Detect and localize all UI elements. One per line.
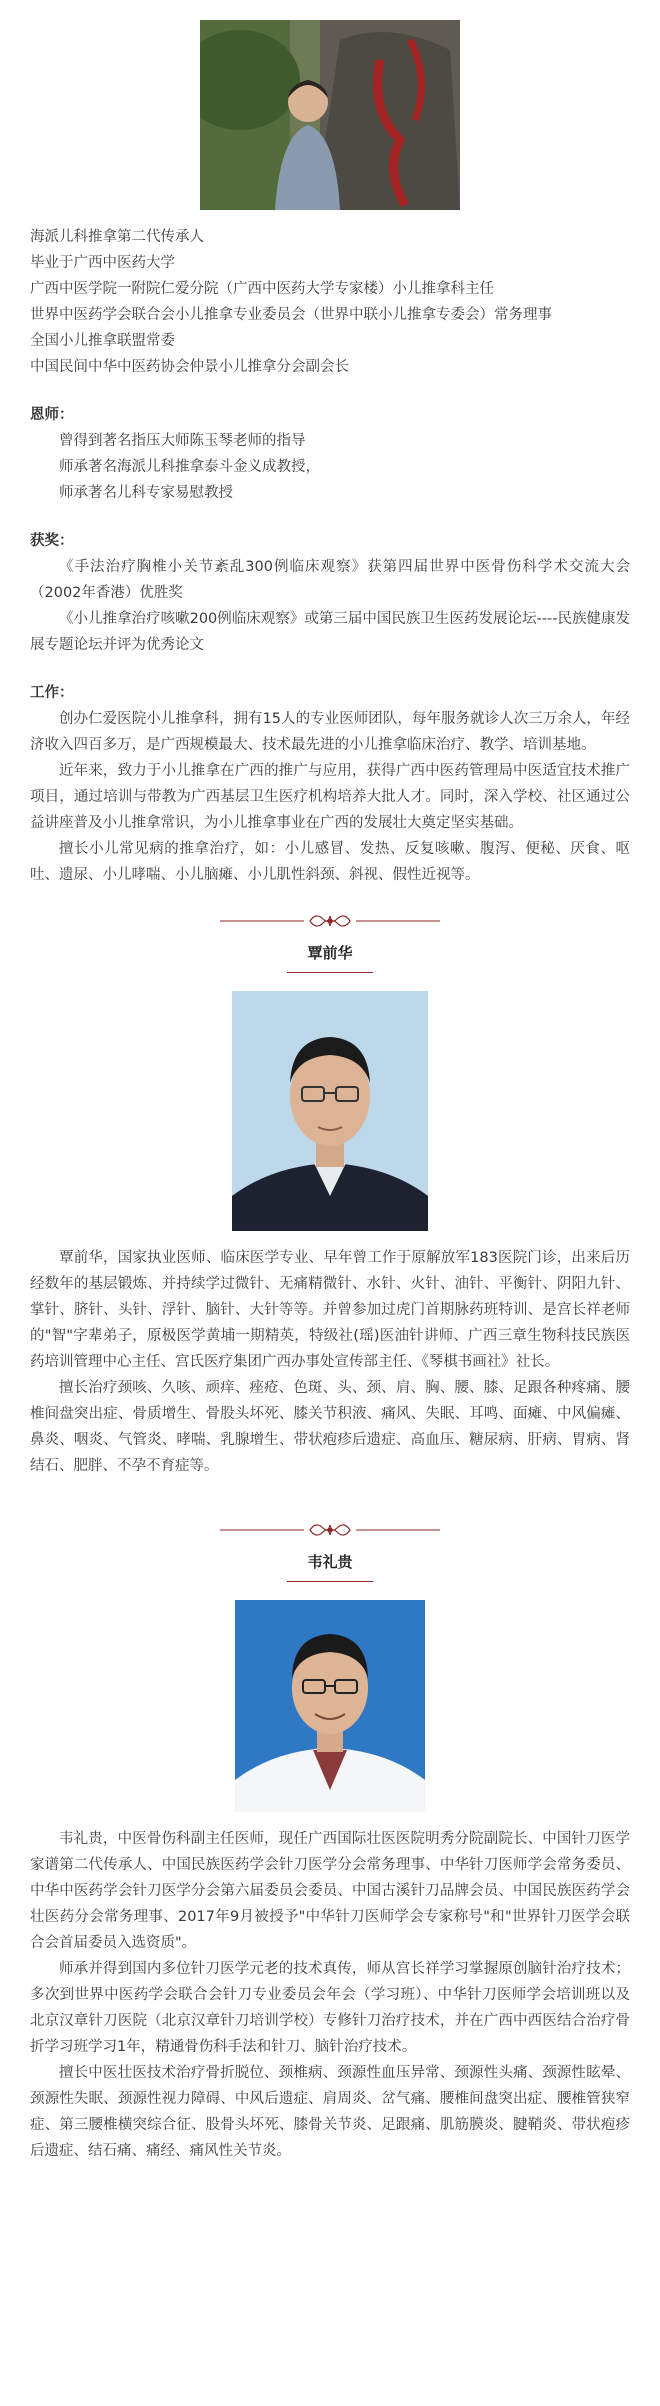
awards-section-title: 获奖： — [30, 533, 74, 549]
work-paragraph: 近年来，致力于小儿推拿在广西的推广与应用，获得广西中医药管理局中医适宜技术推广项目，通过培训与带教为广西基层卫生医疗机构培养大批人才。同时，深入学校、社区通过公益讲座普及小儿推拿常识，为小儿推拿事业在广西的发展壮大奠定坚实基础。 — [30, 763, 630, 831]
bio-line: 中国民间中华中医药协会仲景小儿推拿分会副会长 — [30, 359, 349, 375]
doctor2-name: 覃前华 — [307, 944, 353, 962]
doctor3-paragraph: 韦礼贵，中医骨伤科副主任医师，现任广西国际壮医医院明秀分院副院长、中国针刀医学家谱第二代传承人、中国民族医药学会针刀医学分会常务理事、中华针刀医师学会常务委员、中华中医药学会针刀医学分会第六届委员会委员、中国古溪针刀品牌会员、中国民族医药学会壮医药分会常务理事、2017年9月被授予"中华针刀医师学会专家称号"和"世界针刀医学会联合会首届委员入选资质"。 — [30, 1831, 630, 1951]
doctor3-paragraph: 擅长中医壮医技术治疗骨折脱位、颈椎病、颈源性血压异常、颈源性头痛、颈源性眩晕、颈源性失眠、颈源性视力障碍、中风后遗症、肩周炎、岔气痛、腰椎间盘突出症、腰椎管狭窄症、第三腰椎横突综合征、股骨头坏死、膝骨关节炎、足跟痛、肌筋膜炎、腱鞘炎、带状疱疹后遗症、结石痛、痛经、痛风性关节炎。 — [30, 2065, 630, 2159]
work-paragraph: 擅长小儿常见病的推拿治疗，如：小儿感冒、发热、反复咳嗽、腹泻、便秘、厌食、呕吐、遗尿、小儿哮喘、小儿脑瘫、小儿肌性斜颈、斜视、假性近视等。 — [30, 841, 630, 883]
award-item: 《小儿推拿治疗咳嗽200例临床观察》或第三届中国民族卫生医药发展论坛----民族健康发展专题论坛并评为优秀论文 — [30, 611, 630, 653]
mentor-line: 曾得到著名指压大师陈玉琴老师的指导 — [59, 433, 306, 449]
work-paragraph: 创办仁爱医院小儿推拿科，拥有15人的专业医师团队，每年服务就诊人次三万余人，年经济收入四百多万，是广西规模最大、技术最先进的小儿推拿临床治疗、教学、培训基地。 — [30, 711, 630, 753]
doctor2-photo — [232, 991, 428, 1231]
mentor-section-title: 恩师： — [30, 407, 74, 423]
award-item: 《手法治疗胸椎小关节紊乱300例临床观察》获第四届世界中医骨伤科学术交流大会（2002年香港）优胜奖 — [30, 559, 630, 601]
article-page — [0, 20, 660, 2406]
bio-line: 全国小儿推拿联盟常委 — [30, 333, 175, 349]
doctor2-paragraph: 覃前华，国家执业医师、临床医学专业、早年曾工作于原解放军183医院门诊，出来后历经数年的基层锻炼、并持续学过微针、无痛精微针、水针、火针、油针、平衡针、阴阳九针、掌针、脐针、头针、浮针、脑针、大针等等。并曾参加过虎门首期脉药班特训、是宫长祥老师的"智"字辈弟子，原极医学黄埔一期精英，特级社(瑶)医油针讲师、广西三章生物科技民族医药培训管理中心主任、宫氏医疗集团广西办事处宣传部主任、《琴棋书画社》社长。 — [30, 1250, 630, 1370]
ornament-divider — [220, 910, 440, 932]
doctor1-photo — [200, 20, 460, 210]
article-content — [30, 20, 630, 2164]
name-underline — [287, 1581, 373, 1582]
mentor-line: 师承著名儿科专家易慰教授 — [59, 485, 233, 501]
bio-line: 世界中医药学会联合会小儿推拿专业委员会（世界中联小儿推拿专委会）常务理事 — [30, 307, 552, 323]
doctor1-bio-list — [30, 224, 630, 380]
doctor3-photo — [235, 1600, 425, 1812]
name-underline — [287, 972, 373, 973]
doctor3-paragraph: 师承并得到国内多位针刀医学元老的技术真传，师从宫长祥学习掌握原创脑针治疗技术；多次到世界中医药学会联合会针刀专业委员会年会（学习班）、中华针刀医师学会培训班以及北京汉章针刀医院（北京汉章针刀培训学校）专修针刀治疗技术，并在广西中西医结合治疗骨折学习班学习1年，精通骨伤科手法和针刀、脑针治疗技术。 — [30, 1961, 630, 2055]
bio-line: 海派儿科推拿第二代传承人 — [30, 229, 204, 245]
doctor2-paragraph: 擅长治疗颈咳、久咳、顽痒、痤疮、色斑、头、颈、肩、胸、腰、膝、足跟各种疼痛、腰椎间盘突出症、骨质增生、骨股头坏死、膝关节积液、痛风、失眠、耳鸣、面瘫、中风偏瘫、鼻炎、咽炎、气管炎、哮喘、乳腺增生、带状疱疹后遗症、高血压、糖尿病、肝病、胃病、肾结石、肥胖、不孕不育症等。 — [30, 1380, 630, 1474]
doctor3-name: 韦礼贵 — [307, 1553, 353, 1571]
mentor-line: 师承著名海派儿科推拿泰斗金义成教授， — [59, 459, 320, 475]
bio-line: 广西中医学院一附院仁爱分院（广西中医药大学专家楼）小儿推拿科主任 — [30, 281, 494, 297]
ornament-divider — [220, 1519, 440, 1541]
work-section-title: 工作： — [30, 685, 74, 701]
bio-line: 毕业于广西中医药大学 — [30, 255, 175, 271]
